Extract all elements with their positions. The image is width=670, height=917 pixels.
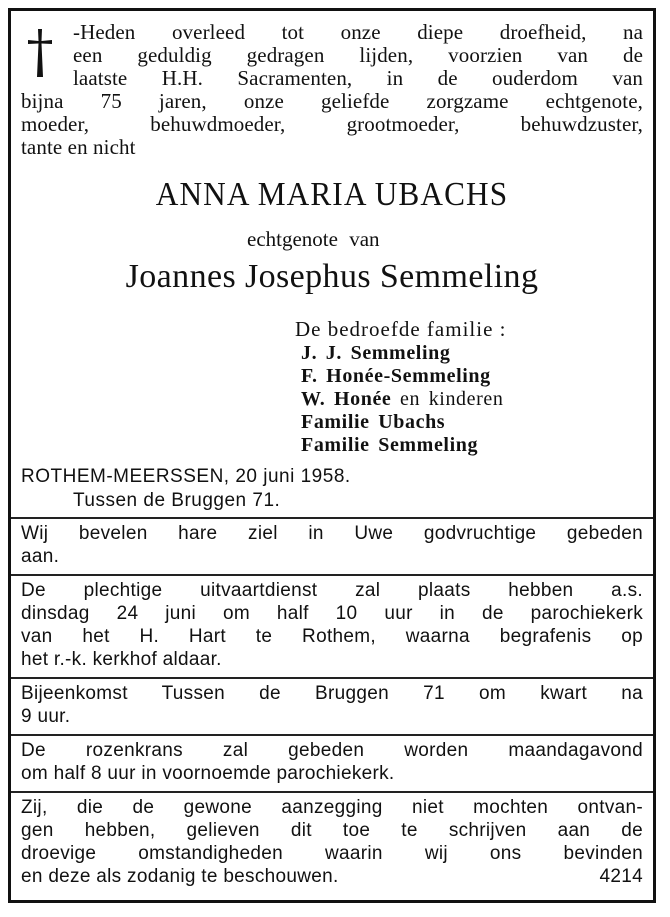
family-header: De bedroefde familie : bbox=[295, 317, 507, 341]
address: Tussen de Bruggen 71. bbox=[73, 490, 281, 511]
family-member-name: W. Honée bbox=[301, 388, 392, 410]
text-line: het r.-k. kerkhof aldaar. bbox=[21, 649, 222, 670]
intro-line: bijna 75 jaren, onze geliefde zorgzame echtgenote, bbox=[21, 89, 643, 113]
notice-section bbox=[11, 791, 653, 890]
intro-line: moeder, behuwdmoeder, grootmoeder, behuwdzuster, bbox=[21, 112, 643, 136]
text-line: om half 8 uur in voornoemde parochiekerk. bbox=[21, 763, 395, 784]
text-line bbox=[21, 865, 643, 888]
family-member-suffix: en kinderen bbox=[400, 388, 504, 410]
service-section bbox=[11, 574, 653, 673]
family-member bbox=[301, 388, 507, 411]
text-line: droevige omstandigheden waarin wij ons bevinden bbox=[21, 843, 643, 864]
spouse-name: Joannes Josephus Semmeling bbox=[125, 258, 539, 295]
text-line: aan. bbox=[21, 546, 60, 567]
text-line: Zij, die de gewone aanzegging niet mochten ontvan- bbox=[21, 797, 643, 818]
place-date: ROTHEM-MEERSSEN, 20 juni 1958. bbox=[21, 466, 351, 487]
text-line: Wij bevelen hare ziel in Uwe godvruchtige gebeden bbox=[21, 523, 643, 544]
intro-line: een geduldig gedragen lijden, voorzien van de bbox=[73, 43, 643, 67]
intro-text bbox=[21, 20, 643, 159]
notice-details bbox=[11, 465, 653, 890]
intro-line: -Heden overleed tot onze diepe droefheid, na bbox=[73, 20, 643, 44]
gathering-section bbox=[11, 677, 653, 730]
rosary-section bbox=[11, 734, 653, 787]
family-member: Familie Ubachs bbox=[301, 411, 446, 433]
text-line: dinsdag 24 juni om half 10 uur in de parochiekerk bbox=[21, 603, 643, 624]
text-line: van het H. Hart te Rothem, waarna begrafenis op bbox=[21, 626, 643, 647]
intro-line: laatste H.H. Sacramenten, in de ouderdom van bbox=[73, 66, 643, 90]
text-line: gen hebben, gelieven dit toe te schrijven aan de bbox=[21, 820, 643, 841]
notice-header bbox=[11, 11, 653, 463]
spouse-label: echtgenote van bbox=[247, 227, 380, 251]
family-member: Familie Semmeling bbox=[301, 434, 479, 456]
family-member: J. J. Semmeling bbox=[301, 342, 451, 364]
intro-line: tante en nicht bbox=[21, 135, 136, 159]
family-list bbox=[293, 316, 507, 457]
closing-text: en deze als zodanig te beschouwen. bbox=[21, 866, 339, 887]
text-line: De plechtige uitvaartdienst zal plaats hebben a.s. bbox=[21, 580, 643, 601]
text-line: De rozenkrans zal gebeden worden maandagavond bbox=[21, 740, 643, 761]
prayer-section bbox=[11, 517, 653, 570]
reference-number: 4214 bbox=[599, 866, 643, 887]
death-notice bbox=[8, 8, 656, 903]
family-member: F. Honée-Semmeling bbox=[301, 365, 491, 387]
text-line: 9 uur. bbox=[21, 706, 71, 727]
deceased-name: ANNA MARIA UBACHS bbox=[155, 176, 509, 213]
cross-icon bbox=[25, 27, 55, 79]
text-line: Bijeenkomst Tussen de Bruggen 71 om kwart na bbox=[21, 683, 643, 704]
